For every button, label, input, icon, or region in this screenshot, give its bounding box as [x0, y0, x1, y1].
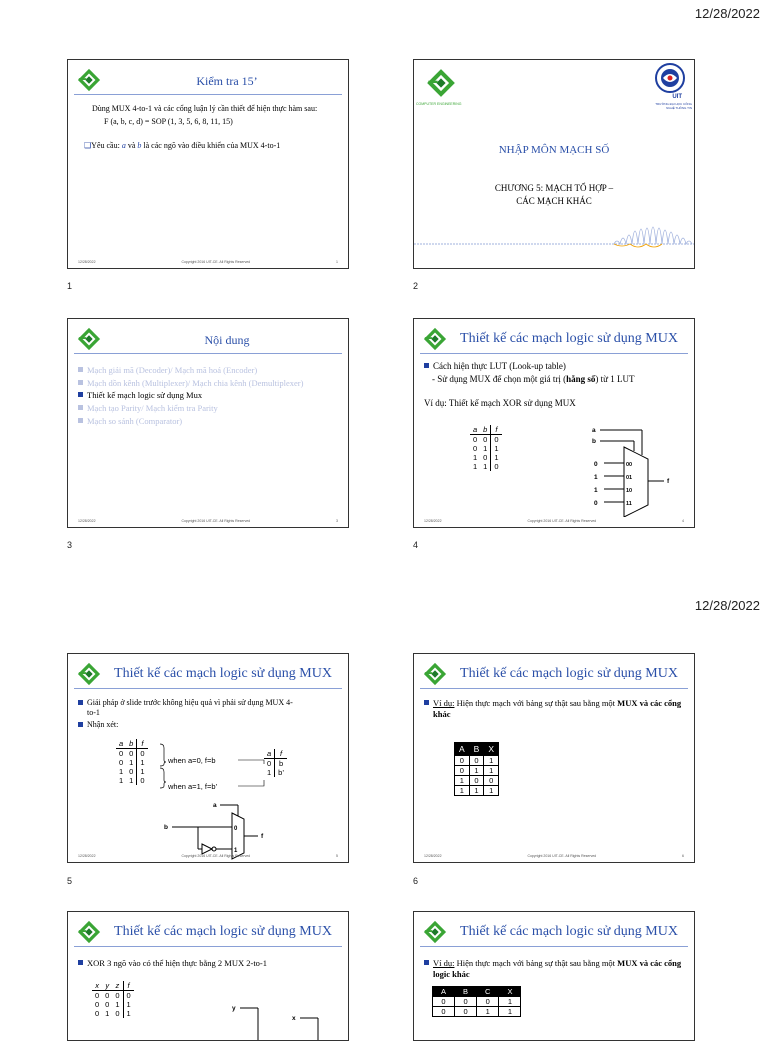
sub-item: - Sử dụng MUX để chọn một giá trị (hằng số) từ 1 LUT — [432, 374, 635, 385]
svg-text:b: b — [164, 824, 168, 831]
slide-body — [424, 958, 686, 981]
slide-number: 6 — [413, 876, 419, 886]
slide-title: Nội dung — [204, 333, 250, 347]
bullet-item: Ví dụ: Hiện thực mạch với bảng sự thật sau bằng một MUX và các cổng khác — [424, 698, 686, 719]
toc-item[interactable]: Mạch dồn kênh (Multiplexer)/ Mạch chia kênh (Demultiplexer) — [78, 378, 340, 389]
table-row: 0 1 1 — [116, 758, 148, 767]
slide-number: 1 — [67, 281, 73, 291]
table-row: 1 0 0 — [455, 776, 499, 786]
table-row: 1 0 1 — [116, 767, 148, 776]
slide-2[interactable] — [413, 59, 695, 269]
course-title: NHẬP MÔN MẠCH SỐ — [498, 144, 610, 156]
slide-number: 3 — [67, 540, 73, 550]
waveform-decoration-icon — [414, 208, 695, 252]
org-name: COMPUTER ENGINEERING — [416, 102, 462, 106]
table-row: 0 0 1 1 — [92, 1000, 134, 1009]
toc-list — [78, 365, 340, 428]
computer-engineering-logo-icon — [422, 327, 448, 351]
chapter-line-2: CÁC MẠCH KHÁC — [516, 196, 592, 206]
function-text: F (a, b, c, d) = SOP (1, 3, 5, 6, 8, 11, 15) — [104, 117, 233, 126]
svg-text:01: 01 — [626, 475, 633, 481]
table-row: 1 0 1 — [470, 453, 502, 462]
bullet-item: Ví dụ: Hiện thực mạch với bảng sự thật sau bằng một MUX và các cổng logic khác — [424, 958, 686, 979]
slide-body — [424, 698, 686, 721]
mux-2to1-diagram — [158, 799, 278, 861]
requirement-line: ❑Yêu cầu: a và b là các ngõ vào điều khiển của MUX 4-to-1 — [84, 141, 281, 150]
computer-engineering-logo-icon — [76, 327, 102, 351]
uit-logo-icon — [654, 62, 686, 94]
computer-engineering-logo-icon — [422, 920, 448, 944]
slide-number: 2 — [413, 281, 419, 291]
table-row: 0 1 0 1 — [92, 1009, 134, 1018]
slide-footer: 12/28/2022 Copyright 2016 UIT-CE. All Rights Reserved 6 — [424, 854, 684, 858]
slide-body — [78, 104, 340, 151]
table-row: 0 1 1 — [455, 766, 499, 776]
slide-number: 5 — [67, 876, 73, 886]
toc-item[interactable]: Mạch so sánh (Comparator) — [78, 416, 340, 427]
svg-text:11: 11 — [626, 501, 632, 507]
computer-engineering-logo-icon — [76, 68, 102, 92]
divider — [420, 353, 688, 354]
svg-text:a: a — [213, 802, 217, 809]
mux-4to1-diagram — [590, 425, 690, 517]
bullet-item: Giải pháp ở slide trước không hiệu quả vì phải sử dụng MUX 4-to-1 — [78, 698, 298, 718]
slide-footer: 12/28/2022 Copyright 2016 UIT-CE. All Rights Reserved 5 — [78, 854, 338, 858]
toc-item[interactable]: Mạch giải mã (Decoder)/ Mạch mã hoá (Encoder) — [78, 365, 340, 376]
table-row: 1 1 0 — [116, 776, 148, 785]
problem-text: Dùng MUX 4-to-1 và các cổng luận lý cần thiết để hiện thực hàm sau: — [92, 104, 318, 113]
slide-title: Thiết kế các mạch logic sử dụng MUX — [114, 666, 332, 681]
checkbox-bullet-icon: ❑ — [84, 141, 92, 150]
svg-text:0: 0 — [594, 461, 598, 468]
table-row: 0 0 0 — [470, 435, 502, 445]
slide-footer: 12/28/2022 Copyright 2016 UIT-CE. All Rights Reserved 4 — [424, 519, 684, 523]
table-row: 1 1 0 — [470, 462, 502, 471]
slide-title: Thiết kế các mạch logic sử dụng MUX — [460, 666, 678, 681]
table-row: 0 0 1 — [455, 756, 499, 766]
slide-5[interactable] — [67, 653, 349, 863]
table-row: 0 0 0 0 — [92, 991, 134, 1001]
slide-body — [424, 361, 686, 409]
truth-table: A B C X 0 0 0 1 0 0 1 1 — [432, 986, 521, 1017]
table-row: 0 b — [264, 759, 287, 769]
svg-text:00: 00 — [626, 462, 633, 468]
svg-text:10: 10 — [626, 488, 633, 494]
divider — [74, 94, 342, 95]
slide-1[interactable] — [67, 59, 349, 269]
svg-text:0: 0 — [234, 826, 238, 832]
truth-table: a b f 0 0 0 0 1 1 1 0 1 1 1 0 — [116, 739, 148, 785]
bullet-item: XOR 3 ngõ vào có thể hiện thực bằng 2 MUX 2-to-1 — [78, 958, 340, 969]
bullet-item: Cách hiện thực LUT (Look-up table) — [424, 361, 686, 372]
slide-title: Thiết kế các mạch logic sử dụng MUX — [460, 331, 678, 346]
computer-engineering-logo-icon — [76, 662, 102, 686]
table-row: 0 1 1 — [470, 444, 502, 453]
computer-engineering-logo-icon — [76, 920, 102, 944]
slide-6[interactable] — [413, 653, 695, 863]
slide-title: Thiết kế các mạch logic sử dụng MUX — [114, 924, 332, 939]
slide-body — [78, 698, 298, 732]
svg-text:x: x — [292, 1015, 296, 1022]
svg-text:0: 0 — [594, 500, 598, 507]
slide-footer: 12/28/2022 Copyright 2016 UIT-CE. All Rights Reserved 3 — [78, 519, 338, 523]
note-a1: when a=1, f=b’ — [168, 782, 218, 791]
select-label-a: a — [592, 427, 596, 434]
table-row: 1 b’ — [264, 768, 287, 777]
table-row: 0 0 0 1 — [433, 997, 521, 1007]
slide-footer: 12/28/2022 Copyright 2016 UIT-CE. All Rights Reserved 1 — [78, 260, 338, 264]
uit-sub: TRƯỜNG ĐẠI HỌC CÔNG NGHỆ THÔNG TIN — [655, 102, 692, 110]
divider — [420, 946, 688, 947]
divider — [74, 353, 342, 354]
slide-3[interactable] — [67, 318, 349, 528]
toc-item-active[interactable]: Thiết kế mạch logic sử dụng Mux — [78, 390, 340, 401]
slide-title: Thiết kế các mạch logic sử dụng MUX — [460, 924, 678, 939]
toc-item[interactable]: Mạch tạo Parity/ Mạch kiểm tra Parity — [78, 403, 340, 414]
chapter-line-1: CHƯƠNG 5: MẠCH TỔ HỢP – — [494, 183, 614, 193]
svg-text:f: f — [261, 833, 264, 840]
select-label-b: b — [592, 438, 596, 445]
divider — [420, 688, 688, 689]
truth-table: x y z f 0 0 0 0 0 0 1 1 0 1 0 1 — [92, 981, 134, 1018]
svg-text:1: 1 — [234, 848, 238, 854]
page-date-top: 12/28/2022 — [694, 6, 760, 21]
computer-engineering-logo-icon — [422, 662, 448, 686]
reduced-table: a f 0 b 1 b’ — [264, 749, 287, 777]
table-row: 0 0 0 — [116, 749, 148, 759]
bullet-item: Nhận xét: — [78, 720, 298, 730]
mux-diagram-partial — [228, 1002, 338, 1041]
slide-8[interactable] — [413, 911, 695, 1041]
computer-engineering-logo-icon — [426, 68, 456, 98]
slide-body — [78, 958, 340, 971]
svg-text:1: 1 — [594, 474, 598, 481]
slide-4[interactable] — [413, 318, 695, 528]
divider — [74, 688, 342, 689]
example-text: Ví dụ: Thiết kế mạch XOR sử dụng MUX — [424, 397, 576, 408]
note-a0: when a=0, f=b — [168, 756, 216, 765]
uit-label: UIT — [672, 94, 682, 100]
output-label-f: f — [667, 478, 670, 485]
divider — [74, 946, 342, 947]
page-date-bottom: 12/28/2022 — [694, 598, 760, 613]
table-row: 0 0 1 1 — [433, 1007, 521, 1017]
slide-title: Kiểm tra 15’ — [196, 74, 258, 88]
svg-text:y: y — [232, 1005, 236, 1012]
truth-table: a b f 0 0 0 0 1 1 1 0 1 1 1 0 — [470, 425, 502, 471]
slide-7[interactable] — [67, 911, 349, 1041]
svg-text:1: 1 — [594, 487, 598, 494]
table-row: 1 1 1 — [455, 786, 499, 796]
slide-number: 4 — [413, 540, 419, 550]
truth-table: A B X 0 0 1 0 1 1 1 0 0 1 1 1 — [454, 742, 499, 796]
